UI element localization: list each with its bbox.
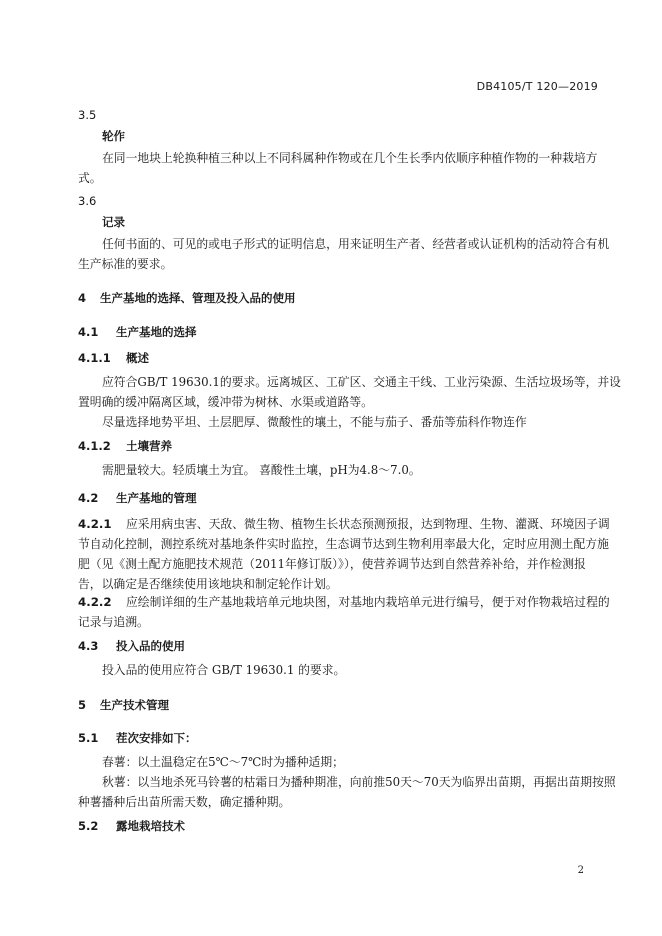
clause-number-3-6: 3.6 bbox=[78, 194, 97, 208]
section-number: 4.1.1 bbox=[78, 351, 111, 365]
text-line: 任何书面的、可见的或电子形式的证明信息，用来证明生产者、经营者或认证机构的活动符合有机 bbox=[102, 237, 610, 251]
section-heading-5 bbox=[78, 697, 169, 713]
paragraph-4-1-1 bbox=[78, 372, 621, 432]
paragraph-3-5 bbox=[78, 148, 598, 188]
paragraph-4-2-1 bbox=[78, 514, 610, 594]
section-number: 4 bbox=[78, 291, 87, 305]
section-number: 4.1.2 bbox=[78, 439, 111, 453]
clause-number: 4.2.1 bbox=[78, 517, 112, 531]
paragraph-4-1-2 bbox=[78, 460, 598, 480]
section-heading-4-2 bbox=[78, 490, 197, 506]
text-line: 投入品的使用应符合 GB/T 19630.1 的要求。 bbox=[102, 663, 346, 677]
paragraph-5-1 bbox=[78, 752, 616, 812]
section-title: 露地栽培技术 bbox=[116, 819, 185, 833]
section-number: 4.3 bbox=[78, 639, 99, 653]
section-number: 4.1 bbox=[78, 325, 99, 339]
clause-number: 4.2.2 bbox=[78, 595, 112, 609]
text-line: 在同一地块上轮换种植三种以上不同科属种作物或在几个生长季内依顺序种植作物的一种栽培方 bbox=[102, 151, 598, 165]
text-line: 节自动化控制，测控系统对基地条件实时监控，生态调节达到生物利用率最大化，定时应用测土配方施 bbox=[78, 537, 609, 551]
term-rotation: 轮作 bbox=[102, 129, 125, 143]
section-heading-5-2 bbox=[78, 818, 185, 834]
term-record: 记录 bbox=[102, 215, 125, 229]
section-number: 4.2 bbox=[78, 491, 99, 505]
text-line: 秋薯：以当地杀死马铃薯的枯霜日为播种期准，向前推50天～70天为临界出苗期，再据出苗期按照 bbox=[102, 775, 616, 789]
text-line: 应采用病虫害、天敌、微生物、植物生长状态预测预报，达到物理、生物、灌溉、环境因子调 bbox=[126, 517, 610, 531]
page-number: 2 bbox=[577, 865, 584, 876]
section-heading-4-1-1 bbox=[78, 350, 149, 366]
text-line: 式。 bbox=[78, 171, 102, 185]
text-line: 应绘制详细的生产基地栽培单元地块图，对基地内栽培单元进行编号，便于对作物栽培过程的 bbox=[126, 595, 610, 609]
text-line: 尽量选择地势平坦、土层肥厚、微酸性的壤土，不能与茄子、番茄等茄科作物连作 bbox=[102, 415, 527, 429]
section-number: 5.1 bbox=[78, 731, 99, 745]
section-title: 投入品的使用 bbox=[116, 639, 185, 653]
text-line: 需肥量较大。轻质壤土为宜。 喜酸性土壤，pH为4.8～7.0。 bbox=[102, 463, 421, 477]
text-line: 告，以确定是否继续使用该地块和制定轮作计划。 bbox=[78, 577, 338, 591]
section-title: 生产基地的选择、管理及投入品的使用 bbox=[100, 291, 296, 305]
text-line: 置明确的缓冲隔离区域，缓冲带为树林、水渠或道路等。 bbox=[78, 395, 373, 409]
paragraph-3-6 bbox=[78, 234, 610, 274]
text-line: 肥（见《测土配方施肥技术规范（2011年修订版）》），使营养调节达到自然营养补给，并作检测报 bbox=[78, 557, 586, 571]
section-title: 生产基地的管理 bbox=[116, 491, 197, 505]
standard-number: DB4105/T 120—2019 bbox=[476, 80, 598, 93]
section-title: 生产技术管理 bbox=[100, 698, 169, 712]
paragraph-4-3 bbox=[78, 660, 598, 680]
section-number: 5 bbox=[78, 698, 87, 712]
text-line: 记录与追溯。 bbox=[78, 615, 149, 629]
section-heading-4-1-2 bbox=[78, 438, 172, 454]
section-heading-4 bbox=[78, 290, 296, 306]
paragraph-4-2-2 bbox=[78, 592, 610, 632]
clause-number-3-5: 3.5 bbox=[78, 108, 97, 122]
section-title: 土壤营养 bbox=[126, 439, 172, 453]
text-line: 生产标准的要求。 bbox=[78, 257, 173, 271]
text-line: 应符合GB/T 19630.1的要求。远离城区、工矿区、交通主干线、工业污染源、生活垃圾场等，并设 bbox=[102, 375, 621, 389]
section-heading-5-1 bbox=[78, 730, 197, 746]
text-line: 春薯：以土温稳定在5℃～7℃时为播种适期； bbox=[102, 755, 344, 769]
section-heading-4-1 bbox=[78, 324, 197, 340]
section-title: 生产基地的选择 bbox=[116, 325, 197, 339]
section-title: 茬次安排如下： bbox=[116, 731, 197, 745]
section-number: 5.2 bbox=[78, 819, 99, 833]
section-heading-4-3 bbox=[78, 638, 185, 654]
section-title: 概述 bbox=[126, 351, 149, 365]
text-line: 种薯播种后出苗所需天数，确定播种期。 bbox=[78, 795, 291, 809]
